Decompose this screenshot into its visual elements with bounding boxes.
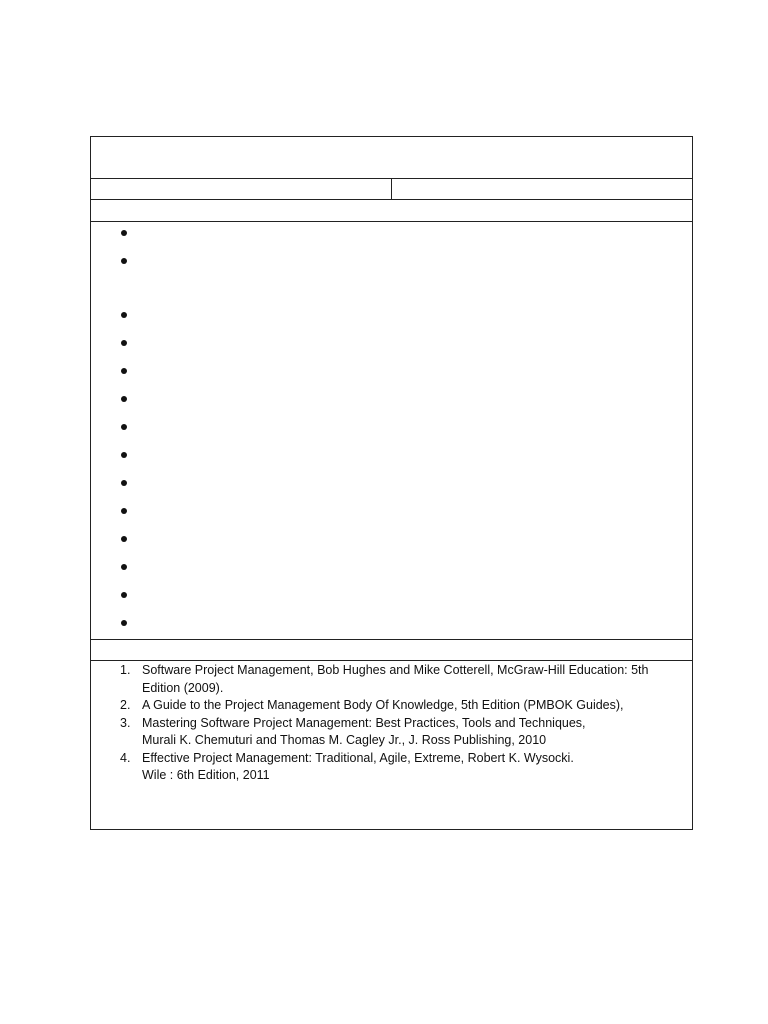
course-table [90, 136, 693, 830]
table-title-row [91, 137, 692, 179]
reference-text: Murali K. Chemuturi and Thomas M. Cagley Jr., J. Ross Publishing, 2010 [142, 733, 547, 747]
reference-text: A Guide to the Project Management Body Of Knowledge, 5th Edition (PMBOK Guides), [142, 698, 624, 712]
references-heading-row [91, 640, 692, 661]
bullet-marker [121, 258, 127, 264]
bullet-marker [121, 424, 127, 430]
bullet-marker [121, 480, 127, 486]
bullet-marker [121, 564, 127, 570]
reference-item [91, 697, 692, 715]
table-cell-right [392, 179, 692, 199]
reference-number: 4. [120, 750, 131, 765]
reference-item [91, 662, 692, 697]
reference-text: Wile : 6th Edition, 2011 [142, 768, 270, 782]
bullet-marker [121, 396, 127, 402]
bullet-list-row [91, 222, 692, 640]
bullet-marker [121, 620, 127, 626]
bullet-marker [121, 508, 127, 514]
reference-text: Mastering Software Project Management: Best Practices, Tools and Techniques, [142, 715, 586, 730]
table-split-row [91, 179, 692, 200]
table-cell-left [91, 179, 392, 199]
reference-number: 1. [120, 663, 131, 677]
reference-item [91, 750, 692, 785]
reference-item [91, 715, 692, 750]
bullet-marker [121, 230, 127, 236]
bullet-marker [121, 340, 127, 346]
bullet-marker [121, 452, 127, 458]
reference-list [91, 662, 692, 785]
bullet-marker [121, 536, 127, 542]
bullet-marker [121, 368, 127, 374]
bullet-marker [121, 312, 127, 318]
table-heading-row [91, 200, 692, 222]
reference-text: Effective Project Management: Traditional, Agile, Extreme, Robert K. Wysocki. [142, 750, 574, 765]
bullet-marker [121, 592, 127, 598]
reference-text: Edition (2009). [142, 680, 224, 695]
reference-text: Software Project Management, Bob Hughes and Mike Cotterell, McGraw-Hill Education: 5th [142, 663, 649, 677]
reference-number: 3. [120, 715, 131, 730]
references-row [91, 661, 692, 829]
reference-number: 2. [120, 698, 131, 712]
